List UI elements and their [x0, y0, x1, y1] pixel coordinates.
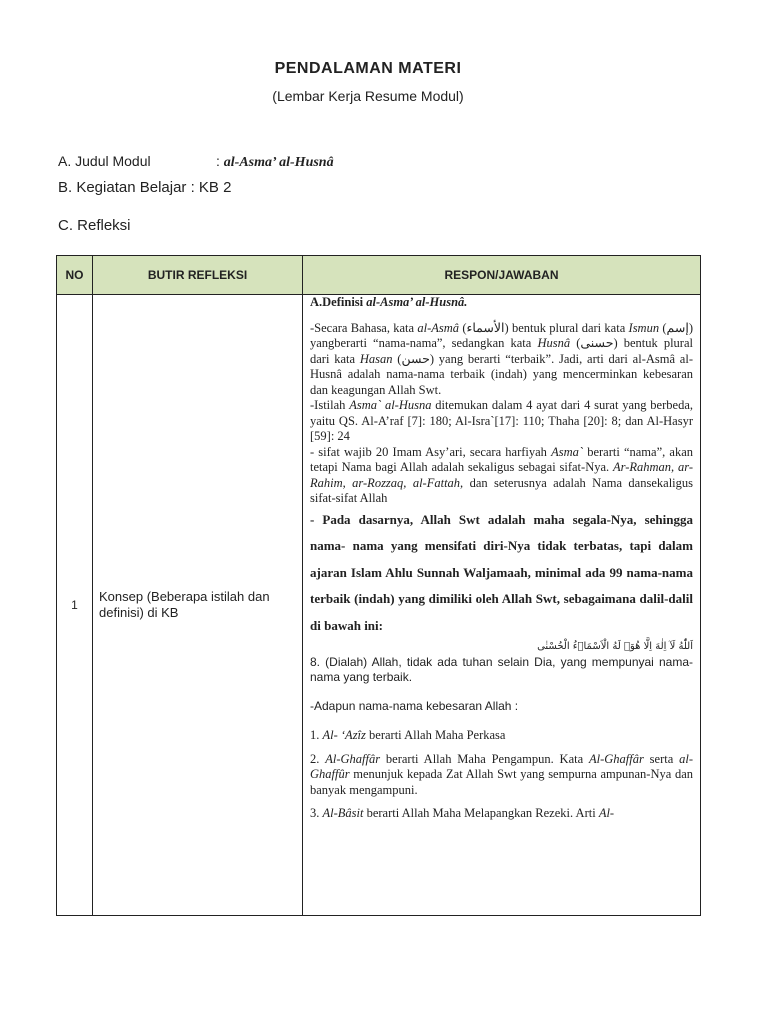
- paragraph-dasarnya: - Pada dasarnya, Allah Swt adalah maha segala-Nya, sehingga nama- nama yang mensifati diri-Nya tidak terbatas, tapi dalam ajaran Islam Ahlu Sunnah Waljamaah, minimal ada 99 nama-nama terbaik (indah) yang dimiliki oleh Allah Swt, sebagaimana dalil-dalil di bawah ini:: [310, 511, 693, 633]
- p1-b: bentuk plural dari kata: [511, 320, 629, 335]
- refleksi-table: [56, 255, 701, 916]
- n1-number: 1.: [310, 728, 323, 742]
- n2-number: 2.: [310, 751, 326, 766]
- judul-modul-value: al-Asma’ al-Husnâ: [223, 155, 334, 170]
- definisi-prefix: A.Definisi: [310, 295, 367, 309]
- table-header-row: [57, 256, 701, 295]
- p1-a: -Secara Bahasa, kata: [310, 320, 418, 335]
- refleksi-label: C. Refleksi: [58, 217, 131, 234]
- butir-refleksi-text: Konsep (Beberapa istilah dan definisi) di KB: [93, 295, 303, 916]
- n1-name: Al- ‘Azîz: [322, 728, 366, 742]
- n3-number: 3.: [310, 806, 323, 820]
- definisi-heading: [310, 295, 693, 311]
- respon-jawaban-cell: [303, 295, 701, 916]
- p3-c: dan seterusnya adalah Nama dansekaligus sifat-sifat Allah: [310, 475, 693, 505]
- arabic-verse: اَللّٰهُ لَآ اِلٰهَ اِلَّا هُوَۗ لَهُ الْاَسْمَاۤءُ الْحُسْنٰى: [537, 641, 693, 652]
- paragraph-sifat-wajib: [310, 445, 693, 507]
- judul-modul-line: [58, 153, 334, 171]
- n1-desc: berarti Allah Maha Perkasa: [365, 728, 506, 742]
- n2-desc-b: serta: [643, 751, 680, 766]
- header-butir-refleksi: BUTIR REFLEKSI: [93, 256, 303, 295]
- n2-desc-a: berarti Allah Maha Pengampun. Kata: [380, 751, 589, 766]
- kegiatan-belajar-line: [58, 179, 231, 196]
- list-item: [310, 806, 693, 822]
- n2-name3: al-Ghaffûr: [310, 751, 693, 781]
- paragraph-istilah: [310, 398, 693, 445]
- verse-translation: 8. (Dialah) Allah, tidak ada tuhan selain Dia, yang mempunyai nama-nama yang terbaik.: [310, 654, 693, 684]
- p1-arabic-ismun: (إسم): [659, 320, 693, 335]
- n3-desc: berarti Allah Maha Melapangkan Rezeki. Arti: [363, 806, 599, 820]
- table-row: [57, 295, 701, 916]
- n3-name: Al-Bâsit: [322, 806, 364, 820]
- paragraph-bahasa: [310, 321, 693, 399]
- kegiatan-belajar-label: B. Kegiatan Belajar: [58, 179, 187, 196]
- p1-arabic-husna: (حسنى): [570, 336, 624, 350]
- page-subtitle: (Lembar Kerja Resume Modul): [272, 88, 464, 104]
- p1-d: bentuk plural dari kata: [310, 336, 693, 366]
- nama-kebesaran-intro: -Adapun nama-nama kebesaran Allah :: [310, 698, 519, 713]
- p2-a: -Istilah: [310, 398, 350, 412]
- p1-ismun: Ismun: [628, 320, 660, 335]
- p1-c: yangberarti “nama-nama”, sedangkan kata: [310, 336, 538, 350]
- n2-name2: Al-Ghaffâr: [588, 751, 644, 766]
- judul-modul-label: A. Judul Modul: [58, 153, 151, 169]
- header-no: NO: [57, 256, 93, 295]
- p3-names: Ar-Rahman, ar-Rahim, ar-Rozzaq, al-Fattah,: [310, 460, 693, 490]
- n3-tail: Al-: [598, 806, 615, 820]
- list-item: [310, 728, 693, 744]
- n2-name: Al-Ghaffâr: [325, 751, 381, 766]
- p1-arabic-hasan: (حسن): [392, 351, 439, 366]
- p1-arabic-asma: (الأسماء): [459, 320, 512, 335]
- p1-asma: al-Asmâ: [417, 320, 460, 335]
- page-title: PENDALAMAN MATERI: [274, 60, 462, 77]
- row-number: 1: [57, 295, 93, 916]
- p1-e: yang berarti “terbaik”. Jadi, arti dari al-Asmâ al-Husnâ adalah nama-nama terbaik (indah) yang mencerminkan kebesaran dan keagungan Allah Swt.: [310, 351, 693, 397]
- list-item: [310, 752, 693, 799]
- kegiatan-belajar-value: : KB 2: [190, 179, 232, 196]
- p3-a: - sifat wajib 20 Imam Asy’ari, secara harfiyah: [310, 444, 552, 459]
- p3-b: berarti “nama”, akan tetapi Nama bagi Allah adalah sekaligus sebagai sifat-Nya.: [310, 444, 693, 474]
- definisi-term: al-Asma’ al-Husnâ.: [366, 295, 468, 309]
- header-respon-jawaban: RESPON/JAWABAN: [303, 256, 701, 295]
- p3-asma: Asma`: [551, 444, 584, 459]
- p1-hasan: Hasan: [359, 351, 393, 366]
- p1-husna: Husnâ: [537, 336, 571, 350]
- judul-modul-separator: :: [216, 153, 220, 169]
- n2-desc-c: menunjuk kepada Zat Allah Swt yang sempurna ampunan-Nya dan banyak mengampuni.: [310, 767, 693, 797]
- p2-b: ditemukan dalam 4 ayat dari 4 surat yang berbeda, yaitu QS. Al-A’raf [7]: 180; Al-Isra`[17]: 110; Thaha [20]: 8; dan Al-Hasyr [59]: 24: [310, 398, 693, 443]
- p2-term: Asma` al-Husna: [349, 398, 432, 412]
